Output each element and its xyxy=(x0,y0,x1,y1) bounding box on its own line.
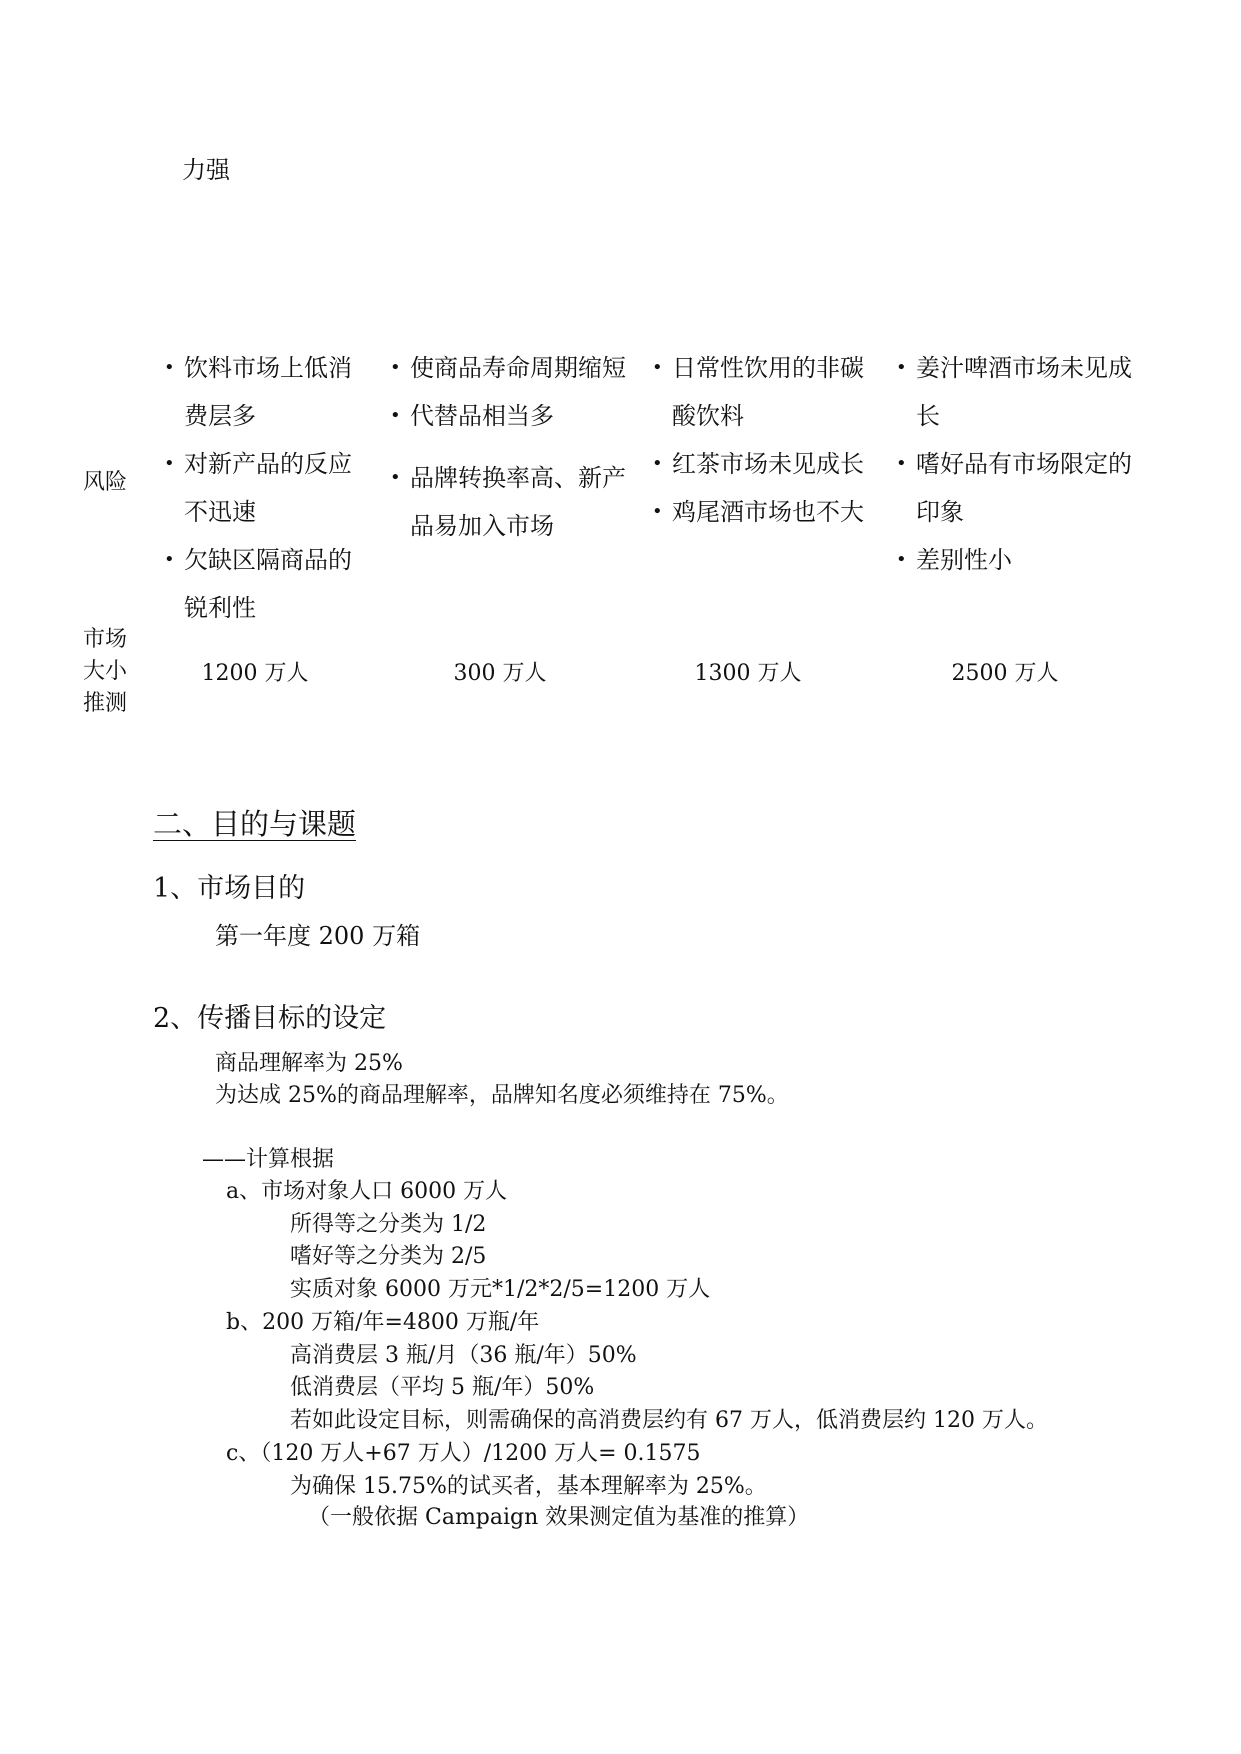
market-size-value: 1300 万人 xyxy=(694,661,802,686)
risk-bullet: • 对新产品的反应不迅速 xyxy=(164,440,364,536)
basis-line: 高消费层 3 瓶/月（36 瓶/年）50% xyxy=(290,1343,637,1368)
market-size-label xyxy=(83,624,127,720)
calculation-basis-title: ——计算根据 xyxy=(202,1147,335,1172)
market-size-value: 1200 万人 xyxy=(201,661,309,686)
communication-goal-line: 为达成 25%的商品理解率，品牌知名度必须维持在 75%。 xyxy=(215,1083,789,1108)
risk-bullet: • 差别性小 xyxy=(896,536,1136,584)
market-size-value: 300 万人 xyxy=(453,661,547,686)
risk-column-3 xyxy=(652,344,872,536)
risk-bullet: • 使商品寿命周期缩短 xyxy=(390,344,630,392)
risk-bullet: • 饮料市场上低消费层多 xyxy=(164,344,364,440)
risk-bullet: • 鸡尾酒市场也不大 xyxy=(652,488,872,536)
basis-line: 若如此设定目标，则需确保的高消费层约有 67 万人，低消费层约 120 万人。 xyxy=(290,1408,1048,1433)
basis-item-c: c、（120 万人+67 万人）/1200 万人= 0.1575 xyxy=(226,1441,701,1466)
market-size-label-line: 大小 xyxy=(83,659,128,684)
market-size-label-line: 推测 xyxy=(83,691,128,716)
basis-line: 为确保 15.75%的试买者，基本理解率为 25%。 xyxy=(290,1474,767,1499)
communication-goal-line: 商品理解率为 25% xyxy=(215,1051,403,1076)
market-size-value: 2500 万人 xyxy=(951,661,1059,686)
basis-note: （一般依据 Campaign 效果测定值为基准的推算） xyxy=(308,1505,810,1530)
subsection-title-market-goal: 1、市场目的 xyxy=(153,873,306,904)
risk-column-4 xyxy=(896,344,1136,584)
basis-line: 实质对象 6000 万元*1/2*2/5=1200 万人 xyxy=(290,1277,711,1302)
risk-column-2 xyxy=(390,344,630,550)
basis-line: 低消费层（平均 5 瓶/年）50% xyxy=(290,1375,595,1400)
risk-label: 风险 xyxy=(83,470,128,495)
market-goal-text: 第一年度 200 万箱 xyxy=(215,922,421,950)
market-size-label-line: 市场 xyxy=(83,627,128,652)
section-title: 二、目的与课题 xyxy=(153,807,357,841)
risk-bullet: • 欠缺区隔商品的锐利性 xyxy=(164,536,364,632)
risk-bullet: • 红茶市场未见成长 xyxy=(652,440,872,488)
risk-bullet: • 嗜好品有市场限定的印象 xyxy=(896,440,1136,536)
basis-line: 嗜好等之分类为 2/5 xyxy=(290,1244,487,1269)
subsection-title-communication-goal: 2、传播目标的设定 xyxy=(153,1003,387,1034)
top-fragment-text: 力强 xyxy=(182,156,230,184)
risk-bullet: • 日常性饮用的非碳酸饮料 xyxy=(652,344,872,440)
basis-item-b: b、200 万箱/年=4800 万瓶/年 xyxy=(226,1310,540,1335)
risk-bullet: • 代替品相当多 xyxy=(390,392,630,440)
risk-bullet: • 品牌转换率高、新产品易加入市场 xyxy=(390,454,630,550)
risk-bullet: • 姜汁啤酒市场未见成长 xyxy=(896,344,1136,440)
basis-item-a: a、市场对象人口 6000 万人 xyxy=(226,1179,508,1204)
basis-line: 所得等之分类为 1/2 xyxy=(290,1212,487,1237)
risk-column-1 xyxy=(164,344,364,632)
